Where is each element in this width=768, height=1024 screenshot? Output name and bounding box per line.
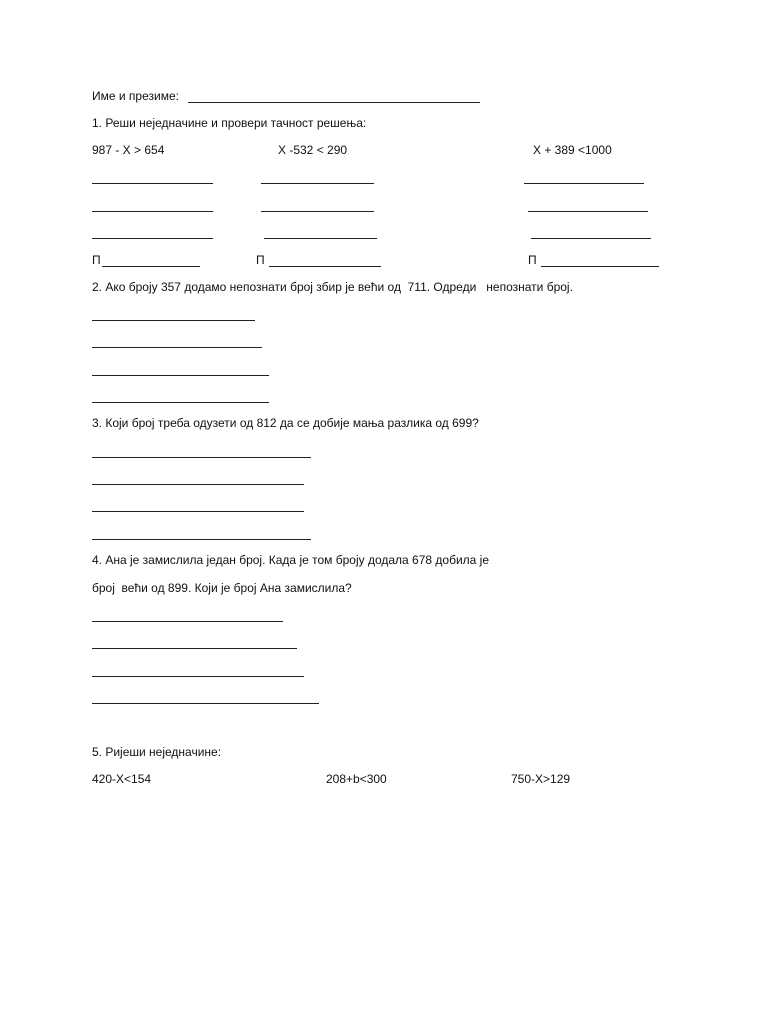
q2-text: 2. Ако броју 357 додамо непознати број збир је већи од 711. Одреди непознати број. — [92, 280, 573, 294]
q3-text: 3. Који број треба одузети од 812 да се добије мања разлика од 699? — [92, 416, 479, 430]
q2-answer-line[interactable] — [92, 375, 269, 376]
q5-title: 5. Ријеши неједначине: — [92, 745, 222, 759]
name-label: Име и презиме: — [92, 89, 179, 103]
q1-inequality-2: X -532 < 290 — [278, 143, 348, 157]
q1-answer-line[interactable] — [92, 183, 213, 184]
q2-answer-line[interactable] — [92, 320, 255, 321]
q1-answer-line[interactable] — [92, 211, 213, 212]
q1-answer-line[interactable] — [261, 183, 374, 184]
q1-answer-line[interactable] — [531, 238, 651, 239]
q2-answer-line[interactable] — [92, 347, 262, 348]
q1-check-line[interactable] — [541, 266, 659, 267]
q3-answer-line[interactable] — [92, 484, 304, 485]
q1-check-line[interactable] — [102, 266, 200, 267]
q4-answer-line[interactable] — [92, 703, 319, 704]
q1-check-label: П — [256, 253, 265, 267]
q4-text-line-2: број већи од 899. Који је број Ана замислила? — [92, 581, 352, 595]
q1-check-label: П — [528, 253, 537, 267]
q3-answer-line[interactable] — [92, 539, 311, 540]
q5-inequality-2: 208+b<300 — [326, 772, 387, 786]
q4-answer-line[interactable] — [92, 676, 304, 677]
q4-answer-line[interactable] — [92, 621, 283, 622]
q3-answer-line[interactable] — [92, 511, 304, 512]
q1-check-line[interactable] — [269, 266, 381, 267]
q1-title: 1. Реши неједначине и провери тачност решења: — [92, 116, 367, 130]
q1-answer-line[interactable] — [528, 211, 648, 212]
q1-answer-line[interactable] — [92, 238, 213, 239]
q4-text-line-1: 4. Ана је замислила један број. Када је том броју додала 678 добила је — [92, 553, 490, 567]
q1-answer-line[interactable] — [264, 238, 377, 239]
q5-inequality-3: 750-X>129 — [511, 772, 571, 786]
q3-answer-line[interactable] — [92, 457, 311, 458]
q5-inequality-1: 420-X<154 — [92, 772, 152, 786]
q1-inequality-1: 987 - X > 654 — [92, 143, 165, 157]
q1-check-label: П — [92, 253, 101, 267]
q1-inequality-3: X + 389 <1000 — [533, 143, 612, 157]
q1-answer-line[interactable] — [261, 211, 374, 212]
q1-answer-line[interactable] — [524, 183, 644, 184]
name-answer-line[interactable] — [188, 102, 480, 103]
q4-answer-line[interactable] — [92, 648, 297, 649]
q2-answer-line[interactable] — [92, 402, 269, 403]
